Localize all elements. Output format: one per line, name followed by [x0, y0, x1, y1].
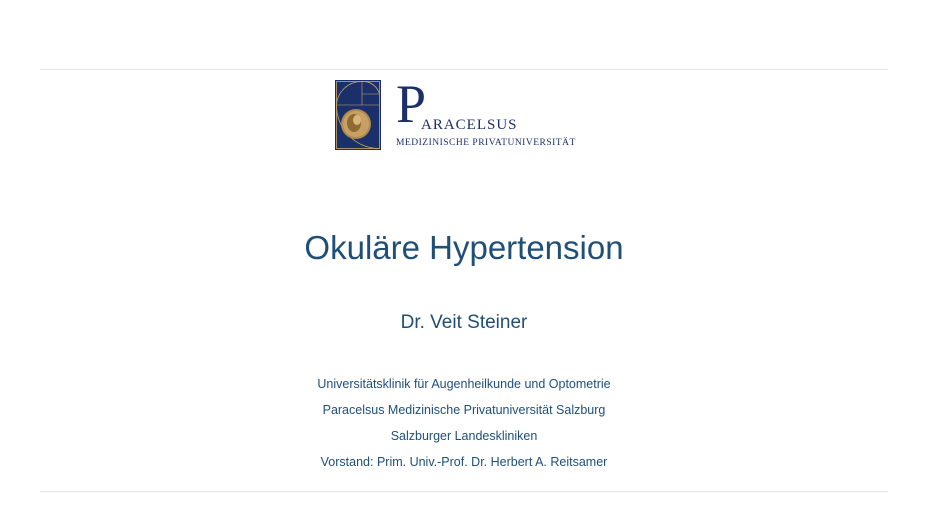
slide-title: Okuläre Hypertension	[304, 229, 624, 266]
logo-wordmark	[396, 74, 596, 152]
logo-initial: P	[396, 74, 427, 134]
affiliation-line: Universitätsklinik für Augenheilkunde und Optometrie	[317, 377, 611, 391]
bottom-divider	[40, 491, 888, 492]
affiliation-line: Paracelsus Medizinische Privatuniversität Salzburg	[322, 403, 606, 417]
top-divider	[40, 69, 888, 70]
golden-spiral-medallion-icon	[335, 80, 381, 150]
logo-name: ARACELSUS	[421, 117, 518, 133]
affiliation-line: Salzburger Landeskliniken	[390, 429, 538, 443]
slide-author: Dr. Veit Steiner	[400, 312, 528, 333]
logo-subtitle: MEDIZINISCHE PRIVATUNIVERSITÄT	[396, 138, 576, 148]
affiliation-line: Vorstand: Prim. Univ.-Prof. Dr. Herbert A. Reitsamer	[320, 455, 608, 469]
university-logo	[335, 74, 597, 152]
